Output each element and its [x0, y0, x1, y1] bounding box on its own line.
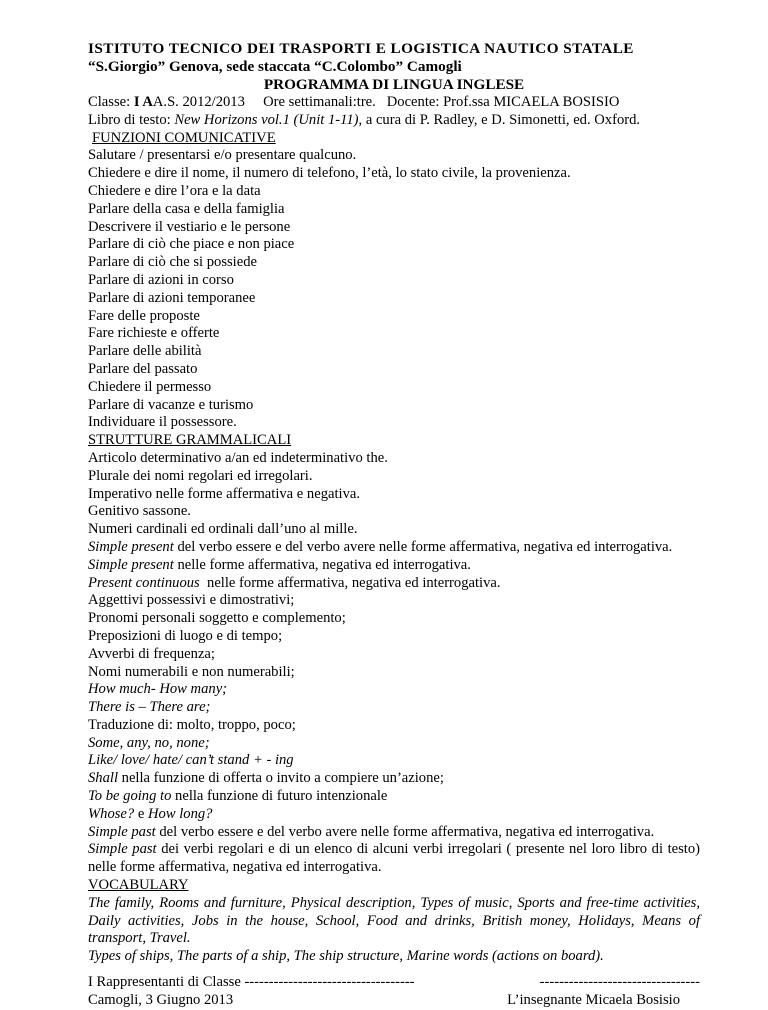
list-item: Some, any, no, none;	[88, 734, 210, 751]
list-item: Genitivo sassone.	[88, 503, 191, 520]
section-heading-strutture: STRUTTURE GRAMMALICALI	[88, 432, 292, 449]
list-item: Chiedere e dire il nome, il numero di telefono, l’età, lo stato civile, la provenienza.	[88, 165, 571, 182]
list-item: Nomi numerabili e non numerabili;	[88, 663, 295, 680]
list-item: Fare richieste e offerte	[88, 325, 220, 342]
list-item: Descrivere il vestiario e le persone	[88, 218, 291, 235]
class-label: Classe:	[88, 94, 134, 110]
textbook-label: Libro di testo:	[88, 111, 175, 128]
term: Present continuous	[88, 574, 200, 591]
description: del verbo essere e del verbo avere nelle forme affermativa, negativa ed interrogativa.	[155, 823, 655, 840]
term: Simple present	[88, 538, 174, 555]
list-item: Pronomi personali soggetto e complemento;	[88, 610, 346, 627]
textbook-info	[88, 112, 700, 130]
list-item	[88, 539, 700, 557]
place-date: Camogli, 3 Giugno 2013	[88, 991, 234, 1008]
list-item: Chiedere il permesso	[88, 378, 212, 395]
list-item	[88, 557, 700, 575]
description: del verbo essere e del verbo avere nelle forme affermativa, negativa ed interrogativa.	[173, 538, 673, 555]
list-item: Fare delle proposte	[88, 307, 200, 324]
list-item: Preposizioni di luogo e di tempo;	[88, 627, 283, 644]
list-item: Parlare di ciò che si possiede	[88, 254, 257, 271]
vocabulary-marine: Types of ships, The parts of a ship, The ship structure, Marine words (actions on board).	[88, 948, 604, 965]
conjunction: e	[134, 805, 148, 822]
description: nelle forme affermativa, negativa ed interrogativa.	[199, 574, 501, 591]
term: Simple past	[88, 841, 157, 858]
term: Simple past	[88, 823, 156, 840]
list-item: How much- How many;	[88, 681, 228, 698]
list-item: Chiedere e dire l’ora e la data	[88, 182, 261, 199]
list-item: Parlare di azioni in corso	[88, 271, 234, 288]
textbook-title: New Horizons vol.1 (Unit 1-11)	[174, 111, 359, 128]
list-item: Numeri cardinali ed ordinali dall’uno al mille.	[88, 521, 358, 538]
list-item	[88, 788, 700, 806]
list-item	[88, 824, 700, 842]
term: Shall	[88, 770, 118, 787]
signature-line: ---------------------------------	[539, 974, 700, 991]
list-item: Individuare il possessore.	[88, 414, 237, 431]
list-item: Aggettivi possessivi e dimostrativi;	[88, 592, 295, 609]
list-item	[88, 770, 700, 788]
list-item: Salutare / presentarsi e/o presentare qualcuno.	[88, 147, 357, 164]
class-info	[88, 94, 700, 112]
list-item: Parlare di vacanze e turismo	[88, 396, 254, 413]
list-item: Parlare di ciò che piace e non piace	[88, 236, 295, 253]
description: nella funzione di offerta o invito a compiere un’azione;	[118, 770, 444, 787]
list-item	[88, 806, 700, 824]
representatives-label: I Rappresentanti di Classe -----------------------------------	[88, 974, 415, 991]
list-item: Parlare della casa e della famiglia	[88, 200, 285, 217]
list-item: Articolo determinativo a/an ed indeterminativo the.	[88, 449, 388, 466]
term: Simple present	[88, 556, 174, 573]
list-item	[88, 575, 700, 593]
description: nelle forme affermativa, negativa ed interrogativa.	[173, 556, 471, 573]
class-value: I A	[133, 94, 153, 110]
vocabulary-paragraph: The family, Rooms and furniture, Physical description, Types of music, Sports and free-time activities, Daily activities, Jobs in the house, School, Food and drinks, British money, Holidays, Means of transport, Travel.	[88, 894, 700, 947]
school-branch: “S.Giorgio” Genova, sede staccata “C.Colombo” Camogli	[88, 58, 462, 75]
class-details: A.S. 2012/2013 Ore settimanali:tre. Docente: Prof.ssa MICAELA BOSISIO	[152, 94, 620, 110]
list-item: Traduzione di: molto, troppo, poco;	[88, 716, 296, 733]
strutture-list	[88, 450, 700, 877]
teacher-signature-label: L’insegnante Micaela Bosisio	[507, 991, 680, 1008]
list-item: Like/ love/ hate/ can’t stand + - ing	[88, 752, 294, 769]
list-item: Avverbi di frequenza;	[88, 645, 215, 662]
funzioni-list	[88, 147, 700, 432]
list-item: Parlare di azioni temporanee	[88, 289, 256, 306]
document-page	[88, 40, 700, 1010]
document-title: PROGRAMMA DI LINGUA INGLESE	[263, 76, 525, 93]
signature-row-2	[88, 992, 700, 1010]
list-item: Imperativo nelle forme affermativa e negativa.	[88, 485, 361, 502]
list-item: Parlare delle abilità	[88, 343, 202, 360]
description: dei verbi regolari e di un elenco di alcuni verbi irregolari ( presente nel loro libro di testo) nelle forme affermativa, negativa ed interrogativa.	[88, 841, 700, 876]
list-item: Parlare del passato	[88, 360, 198, 377]
term: To be going to	[88, 788, 172, 805]
list-item: Plurale dei nomi regolari ed irregolari.	[88, 467, 313, 484]
term: Whose?	[88, 805, 135, 822]
description: nella funzione di futuro intenzionale	[171, 788, 388, 805]
section-heading-vocabulary: VOCABULARY	[88, 877, 189, 894]
textbook-details: , a cura di P. Radley, e D. Simonetti, ed. Oxford.	[358, 111, 641, 128]
list-item: There is – There are;	[88, 699, 211, 716]
section-heading-funzioni: FUNZIONI COMUNICATIVE	[92, 129, 276, 146]
signature-row-1	[88, 974, 700, 992]
term: How long?	[148, 805, 213, 822]
list-item	[88, 841, 700, 877]
school-name: ISTITUTO TECNICO DEI TRASPORTI E LOGISTICA NAUTICO STATALE	[88, 40, 634, 57]
